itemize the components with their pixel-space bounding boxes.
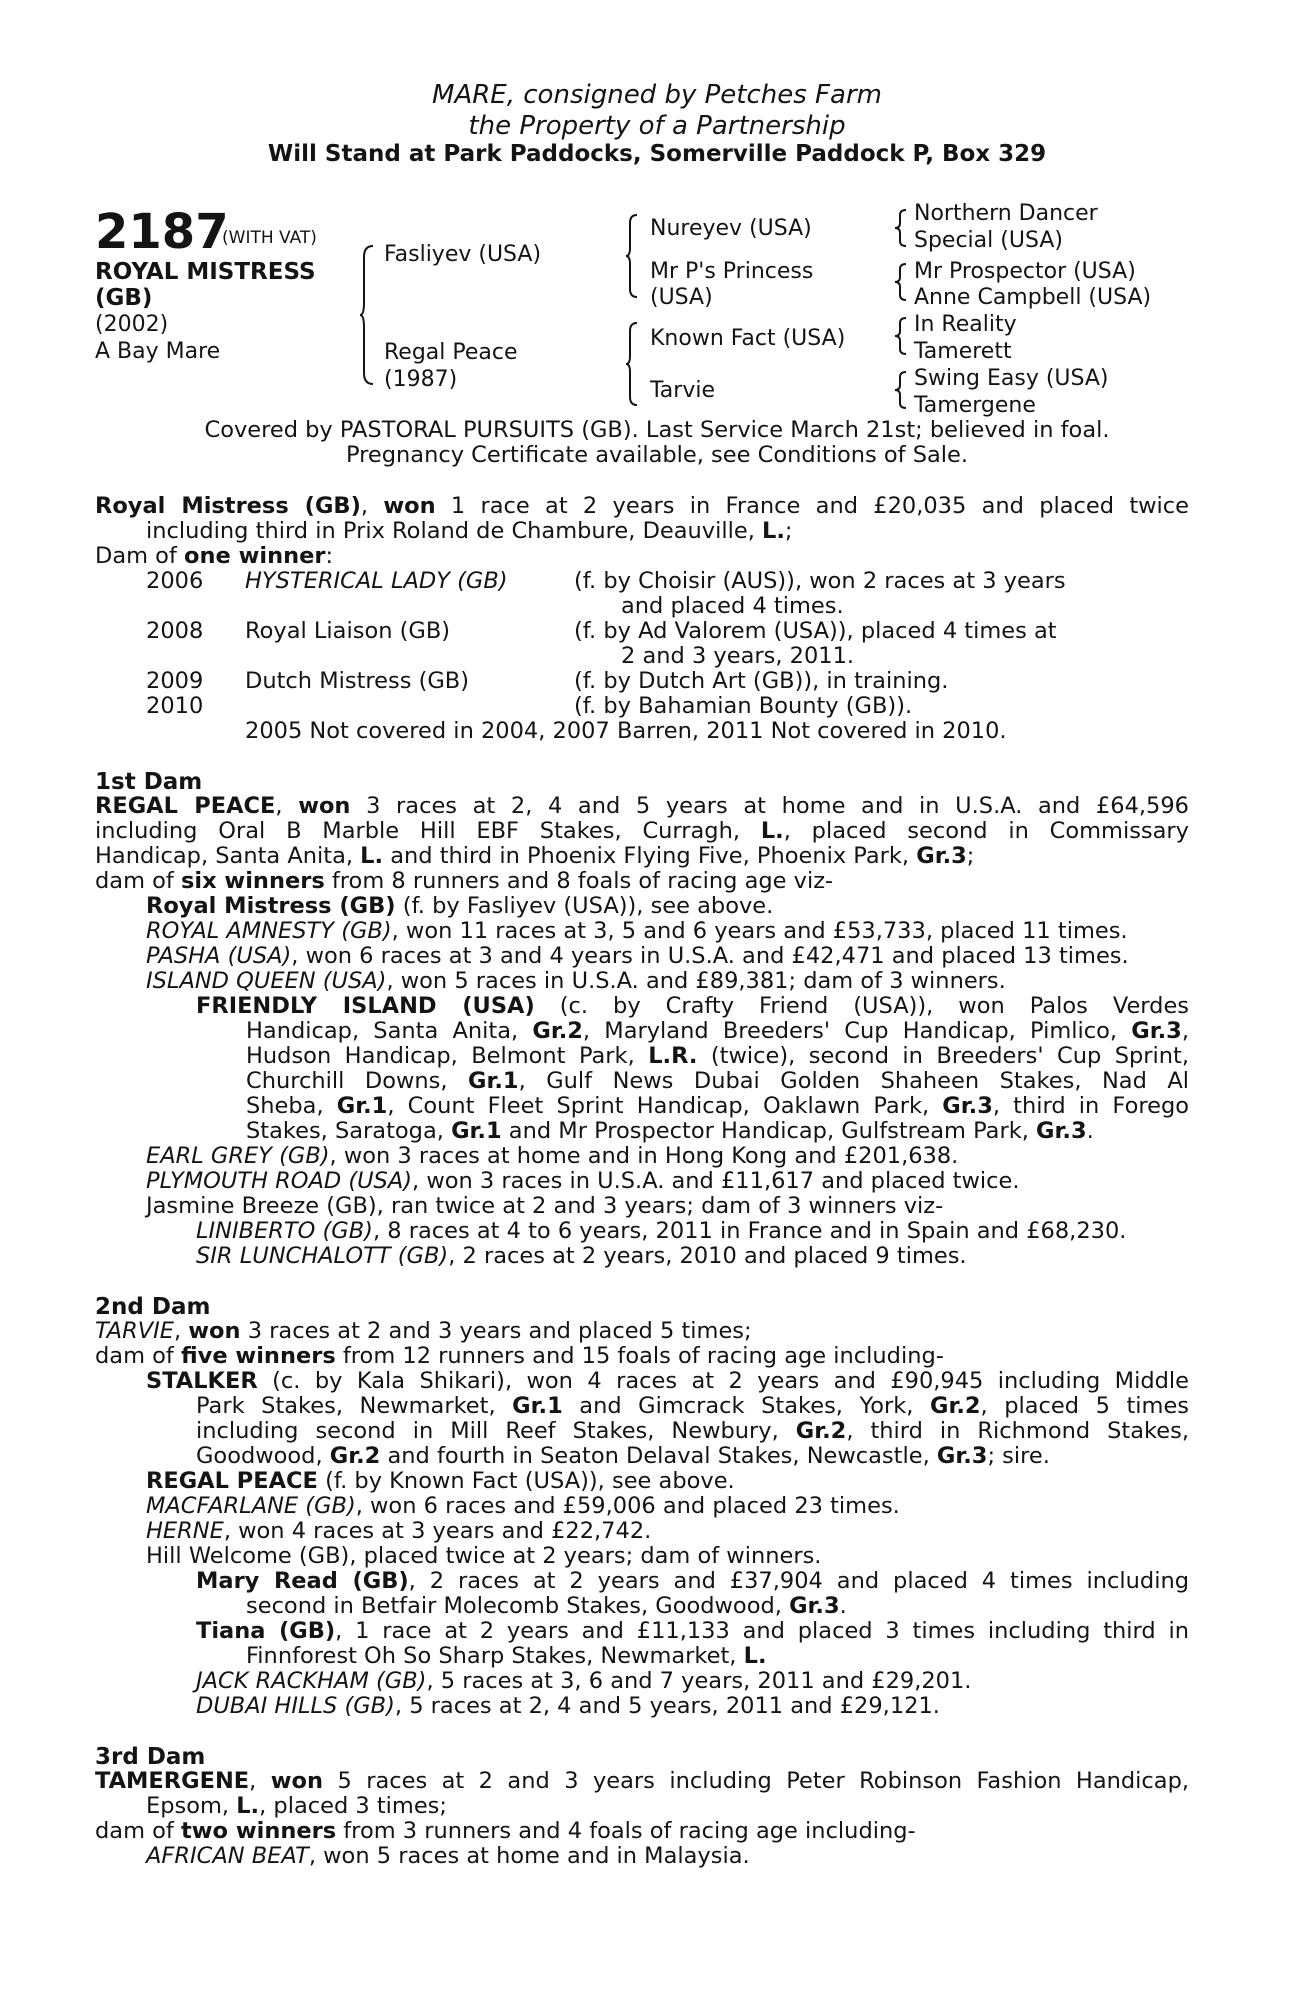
section-heading-3rd-dam: 3rd Dam: [95, 1744, 206, 1770]
produce-name: HYSTERICAL LADY (GB): [245, 568, 508, 594]
produce-name: PLYMOUTH ROAD (USA): [146, 1168, 413, 1194]
produce-name: SIR LUNCHALOTT (GB): [196, 1243, 449, 1269]
dam1-line-3: [95, 844, 974, 869]
produce-detail: (f. by Choisir (AUS)), won 2 races at 3 years: [574, 568, 1066, 594]
pedigree-g5: In Reality: [914, 312, 1017, 337]
produce-detail: ; sire.: [987, 1443, 1050, 1469]
produce-detail: , won 6 races and £59,006 and placed 23 times.: [355, 1493, 900, 1519]
produce-name: PASHA (USA): [146, 943, 292, 969]
produce-detail: , 8 races at 4 to 6 years, 2011 in France and in Spain and £68,230.: [372, 1218, 1127, 1244]
grade-label: Gr.3: [1131, 1018, 1182, 1044]
produce-detail: (f. by Bahamian Bounty (GB)).: [574, 693, 913, 719]
produce-name: JACK RACKHAM (GB): [196, 1668, 427, 1694]
covered-by: Covered by PASTORAL PURSUITS (GB). Last Service March 21st; believed in foal.: [204, 417, 1110, 443]
dam3-line-2: [146, 1794, 447, 1819]
produce-detail: , won 5 races at home and in Malaysia.: [308, 1843, 750, 1869]
won-label: won: [298, 793, 351, 819]
produce-detail: , 1 race at 2 years and £11,133 and placed 3 times including third in: [335, 1618, 1189, 1644]
pregnancy-certificate: Pregnancy Certificate available, see Conditions of Sale.: [345, 442, 969, 468]
pedigree-sire-dam: Mr P's Princess: [650, 259, 814, 284]
stalker-line-2: [196, 1394, 1189, 1419]
produce-name: Royal Liaison (GB): [245, 618, 451, 644]
listed-label: L.: [360, 843, 384, 869]
grade-label: Gr.3: [916, 843, 967, 869]
produce-year: 2006: [146, 568, 204, 594]
dam-text: , placed second in Commissary: [783, 818, 1189, 844]
produce-year: 2009: [146, 668, 204, 694]
pedigree-bracket-dam: [626, 322, 638, 406]
dam-text: and third in Phoenix Flying Five, Phoenix Park,: [390, 843, 910, 869]
produce-name: Mary Read (GB): [196, 1568, 409, 1594]
pedigree-g1: Northern Dancer: [914, 201, 1098, 226]
grade-label: Gr.2: [795, 1418, 847, 1444]
produce-name: DUBAI HILLS (GB): [196, 1693, 395, 1719]
stalker-line-1: [146, 1369, 1189, 1394]
intro-line-2: including third in Prix Roland de Chambure, Deauville, L.;: [146, 518, 793, 544]
pedigree-bracket-sire: [626, 214, 638, 298]
grade-label: Gr.1: [512, 1393, 563, 1419]
produce-detail: , won 11 races at 3, 5 and 6 years and £53,733, placed 11 times.: [391, 918, 1128, 944]
produce-name: FRIENDLY ISLAND (USA): [196, 993, 535, 1019]
horse-description: A Bay Mare: [95, 339, 221, 364]
won-label: won: [188, 1318, 241, 1344]
produce-detail: and Gimcrack Stakes, York,: [579, 1393, 914, 1419]
dam-of-label: Dam of: [95, 543, 177, 569]
produce-detail: , won 3 races at home and in Hong Kong and £201,638.: [329, 1143, 959, 1169]
produce-detail: , third in Forego: [992, 1093, 1189, 1119]
pedigree-sire: Fasliyev (USA): [384, 242, 542, 267]
produce-detail: , won 6 races at 3 and 4 years in U.S.A. and £42,471 and placed 13 times.: [291, 943, 1129, 969]
grade-label: Gr.1: [468, 1068, 519, 1094]
grade-label: Gr.1: [336, 1093, 388, 1119]
pedigree-g6: Tamerett: [914, 339, 1012, 364]
tiana-line-1: [196, 1619, 1189, 1644]
produce-detail: Finnforest Oh So Sharp Stakes, Newmarket,: [246, 1643, 737, 1669]
pedigree-g7: Swing Easy (USA): [914, 366, 1109, 391]
friendly-island-line-2: [246, 1019, 1189, 1044]
tiana-line-2: [246, 1644, 767, 1669]
produce-year: 2008: [146, 618, 204, 644]
dam-text: ,: [249, 1768, 257, 1794]
produce-detail: Churchill Downs,: [246, 1068, 448, 1094]
grade-label: Gr.1: [451, 1118, 502, 1144]
produce-name: MACFARLANE (GB): [146, 1493, 356, 1519]
produce-name: AFRICAN BEAT: [146, 1843, 309, 1869]
dam-text: ,: [173, 1318, 182, 1344]
listed-label: L.R.: [648, 1043, 698, 1069]
produce-detail: , won 5 races in U.S.A. and £89,381; dam of 3 winners.: [386, 968, 1006, 994]
dam1-produce-2: [146, 919, 1128, 944]
listed-label: L.: [743, 1643, 767, 1669]
produce-name: STALKER: [146, 1368, 258, 1394]
grade-label: Gr.3: [936, 1443, 988, 1469]
produce-detail: Goodwood,: [196, 1443, 323, 1469]
produce-detail: ,: [1181, 1018, 1189, 1044]
friendly-island-line-1: [196, 994, 1189, 1019]
produce-detail: , 2 races at 2 years and £37,904 and placed 4 times including: [408, 1568, 1190, 1594]
dam1-produce-5: [146, 1144, 958, 1169]
pedigree-g3: Mr Prospector (USA): [914, 259, 1136, 284]
produce-detail: , 5 races at 3, 6 and 7 years, 2011 and £29,201.: [426, 1668, 972, 1694]
dam1-produce-7: Jasmine Breeze (GB), ran twice at 2 and 3 years; dam of 3 winners viz-: [146, 1193, 944, 1219]
grade-label: Gr.2: [329, 1443, 381, 1469]
friendly-island-line-5: [246, 1094, 1189, 1119]
produce-detail: second in Betfair Molecomb Stakes, Goodwood,: [246, 1593, 782, 1619]
produce-detail: , third in Richmond Stakes,: [846, 1418, 1189, 1444]
produce-name: LINIBERTO (GB): [196, 1218, 373, 1244]
intro-text: 1 race at 2 years in France and £20,035 and placed twice: [450, 493, 1190, 519]
intro-line-3: [95, 544, 333, 569]
jasmine-produce-1: [196, 1219, 1126, 1244]
produce-year: 2010: [146, 693, 204, 719]
dam-text: Epsom,: [146, 1793, 230, 1819]
dam2-produce-2: [146, 1469, 735, 1494]
dam-text: from 3 runners and 4 foals of racing age including-: [343, 1818, 916, 1844]
produce-detail: and Mr Prospector Handicap, Gulfstream Park,: [508, 1118, 1029, 1144]
grade-label: Gr.3: [1036, 1118, 1087, 1144]
produce-detail: Sheba,: [246, 1093, 324, 1119]
produce-detail: , won 3 races in U.S.A. and £11,617 and placed twice.: [412, 1168, 1020, 1194]
produce-name: ROYAL AMNESTY (GB): [146, 918, 392, 944]
produce-detail: .: [839, 1593, 847, 1619]
pedigree-bracket-g2: [895, 263, 907, 301]
produce-detail: , 5 races at 2, 4 and 5 years, 2011 and £29,121.: [394, 1693, 940, 1719]
grade-label: Gr.3: [942, 1093, 993, 1119]
produce-detail: (f. by Ad Valorem (USA)), placed 4 times at: [574, 618, 1057, 644]
produce-detail: (f. by Dutch Art (GB)), in training.: [574, 668, 949, 694]
dam1-produce-1: [146, 894, 773, 919]
pedigree-g8: Tamergene: [914, 393, 1036, 418]
dam-of-label: dam of: [95, 1343, 174, 1369]
covering-notes: 2005 Not covered in 2004, 2007 Barren, 2011 Not covered in 2010.: [245, 718, 1007, 744]
pedigree-dam-dam: Tarvie: [650, 378, 715, 403]
produce-detail: , Gulf News Dubai Golden Shaheen Stakes, Nad Al: [518, 1068, 1189, 1094]
produce-detail: , 2 races at 2 years, 2010 and placed 9 times.: [448, 1243, 967, 1269]
produce-detail: and fourth in Seaton Delaval Stakes, Newcastle,: [387, 1443, 930, 1469]
dam-text: , placed 3 times;: [259, 1793, 447, 1819]
winners-count: two winners: [180, 1818, 337, 1844]
produce-detail: (c. by Crafty Friend (USA)), won Palos Verdes: [559, 993, 1190, 1019]
dam1-line-1: REGAL PEACE, won 3 races at 2, 4 and 5 years at home and in U.S.A. and £64,596: [95, 793, 1190, 819]
produce-name: REGAL PEACE: [146, 1468, 318, 1494]
produce-detail: (twice), second in Breeders' Cup Sprint,: [710, 1043, 1190, 1069]
dam3-line-3: [95, 1819, 916, 1844]
produce-detail: Handicap, Santa Anita,: [246, 1018, 519, 1044]
lot-vat: (WITH VAT): [222, 228, 317, 248]
listed-label: L.: [762, 518, 785, 544]
dam-of-label: dam of: [95, 868, 174, 894]
pedigree-bracket-g3: [895, 317, 907, 355]
produce-detail-cont: 2 and 3 years, 2011.: [621, 643, 855, 669]
dam-text: from 8 runners and 8 foals of racing age viz-: [331, 868, 834, 894]
dam2-line-2: [95, 1344, 944, 1369]
produce-detail: .: [1086, 1118, 1094, 1144]
produce-name: HERNE: [146, 1518, 224, 1544]
pedigree-bracket-g4: [895, 371, 907, 409]
section-heading-1st-dam: 1st Dam: [95, 769, 203, 795]
produce-detail: (c. by Kala Shikari), won 4 races at 2 years and £90,945 including Middle: [272, 1368, 1189, 1394]
horse-name: ROYAL MISTRESS: [95, 259, 316, 285]
stalker-line-4: [196, 1444, 1050, 1469]
header-consignor: MARE, consigned by Petches Farm: [432, 80, 882, 110]
dam-text: from 12 runners and 15 foals of racing age including-: [342, 1343, 944, 1369]
hill-welcome-produce-2: [196, 1694, 940, 1719]
produce-detail-cont: and placed 4 times.: [621, 593, 844, 619]
listed-label: L.: [236, 1793, 260, 1819]
produce-detail: Stakes, Saratoga,: [246, 1118, 444, 1144]
header-property: the Property of a Partnership: [468, 111, 846, 141]
horse-name-ref: Royal Mistress (GB): [95, 493, 361, 519]
grade-label: Gr.3: [789, 1593, 840, 1619]
grade-label: Gr.2: [929, 1393, 981, 1419]
dam1-produce-6: [146, 1169, 1019, 1194]
produce-name: Royal Mistress (GB): [146, 893, 396, 919]
horse-year: (2002): [95, 312, 169, 337]
dam1-line-4: [95, 869, 833, 894]
produce-detail: , placed 5 times: [980, 1393, 1190, 1419]
pedigree-sire-dam-country: (USA): [650, 285, 713, 310]
dam1-produce-3: [146, 944, 1129, 969]
dam3-produce-1: [146, 1844, 750, 1869]
produce-detail: Park Stakes, Newmarket,: [196, 1393, 496, 1419]
intro-line-1: Royal Mistress (GB), won 1 race at 2 years in France and £20,035 and placed twice: [95, 493, 1190, 519]
horse-name-country: (GB): [95, 285, 153, 311]
pedigree-g2: Special (USA): [914, 228, 1063, 253]
lot-number: 2187: [95, 204, 229, 260]
dam2-line-1: [95, 1319, 752, 1344]
produce-name: Tiana (GB): [196, 1618, 336, 1644]
produce-detail: Hudson Handicap, Belmont Park,: [246, 1043, 635, 1069]
friendly-island-line-6: [246, 1119, 1094, 1144]
winners-count: five winners: [180, 1343, 336, 1369]
listed-label: L.: [760, 818, 784, 844]
mary-read-line-1: [196, 1569, 1189, 1594]
section-heading-2nd-dam: 2nd Dam: [95, 1294, 211, 1320]
mary-read-line-2: [246, 1594, 847, 1619]
winners-count: one winner: [184, 543, 326, 569]
dam-name: REGAL PEACE: [95, 793, 276, 819]
produce-detail: , won 4 races at 3 years and £22,742.: [223, 1518, 652, 1544]
dam-text: 5 races at 2 and 3 years including Peter Robinson Fashion Handicap,: [337, 1768, 1190, 1794]
produce-detail: including second in Mill Reef Stakes, Newbury,: [196, 1418, 779, 1444]
dam-text: ;: [966, 843, 975, 869]
dam-text: 3 races at 2 and 3 years and placed 5 times;: [247, 1318, 752, 1344]
pedigree-sire-sire: Nureyev (USA): [650, 216, 812, 241]
header-stand: Will Stand at Park Paddocks, Somerville Paddock P, Box 329: [267, 141, 1047, 167]
intro-text: including third in Prix Roland de Chambure, Deauville,: [146, 518, 755, 544]
dam2-produce-4: [146, 1519, 651, 1544]
friendly-island-line-3: [246, 1044, 1189, 1069]
dam3-line-1: [95, 1769, 1189, 1794]
dam2-produce-5: Hill Welcome (GB), placed twice at 2 years; dam of winners.: [146, 1543, 822, 1569]
dam-text: including Oral B Marble Hill EBF Stakes, Curragh,: [95, 818, 740, 844]
pedigree-dam: Regal Peace: [384, 340, 518, 365]
won-label: won: [383, 493, 436, 519]
dam2-produce-3: [146, 1494, 900, 1519]
produce-name: Dutch Mistress (GB): [245, 668, 470, 694]
dam-text: Handicap, Santa Anita,: [95, 843, 354, 869]
pedigree-dam-year: (1987): [384, 367, 458, 392]
pedigree-bracket-main: [360, 245, 374, 385]
colon: :: [325, 543, 334, 569]
won-label: won: [270, 1768, 324, 1794]
pedigree-dam-sire: Known Fact (USA): [650, 326, 846, 351]
produce-detail: , Maryland Breeders' Cup Handicap, Pimlico,: [582, 1018, 1118, 1044]
dam-name: TARVIE: [95, 1318, 174, 1344]
produce-name: EARL GREY (GB): [146, 1143, 330, 1169]
dam-text: 3 races at 2, 4 and 5 years at home and in U.S.A. and £64,596: [366, 793, 1190, 819]
grade-label: Gr.2: [532, 1018, 583, 1044]
dam1-line-2: [95, 819, 1189, 844]
dam-of-label: dam of: [95, 1818, 174, 1844]
winners-count: six winners: [180, 868, 325, 894]
hill-welcome-produce-1: [196, 1669, 971, 1694]
pedigree-g4: Anne Campbell (USA): [914, 285, 1152, 310]
produce-detail: (f. by Fasliyev (USA)), see above.: [402, 893, 774, 919]
produce-name: ISLAND QUEEN (USA): [146, 968, 387, 994]
pedigree-bracket-g1: [895, 209, 907, 247]
produce-detail: (f. by Known Fact (USA)), see above.: [325, 1468, 735, 1494]
produce-detail: , Count Fleet Sprint Handicap, Oaklawn Park,: [387, 1093, 930, 1119]
friendly-island-line-4: [246, 1069, 1189, 1094]
jasmine-produce-2: [196, 1244, 967, 1269]
stalker-line-3: [196, 1419, 1189, 1444]
dam1-produce-4: [146, 969, 1006, 994]
dam-name: TAMERGENE: [95, 1768, 250, 1794]
